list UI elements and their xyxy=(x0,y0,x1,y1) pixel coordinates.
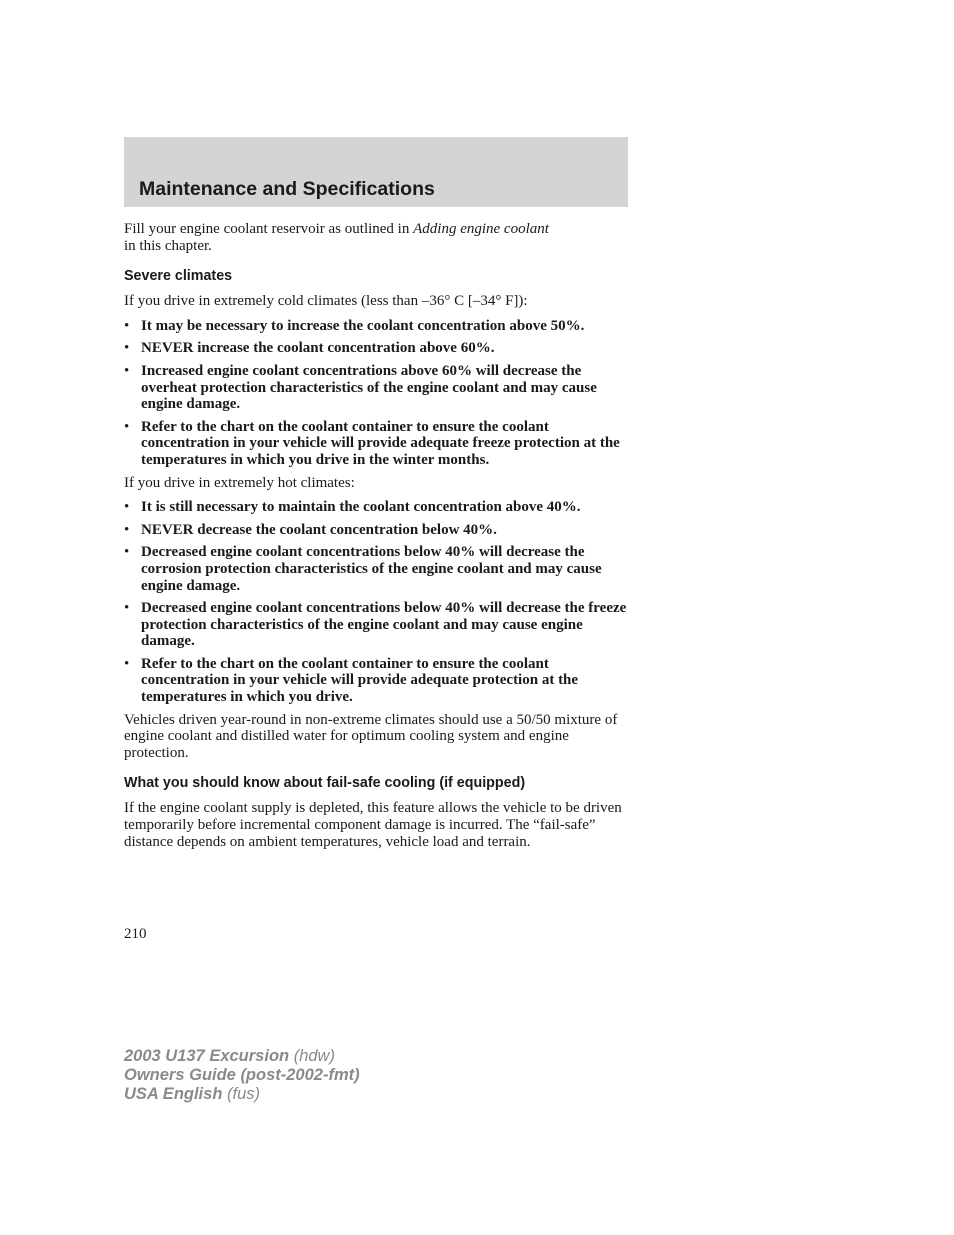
page-number: 210 xyxy=(124,926,147,942)
hot-climate-list xyxy=(124,499,634,706)
list-item xyxy=(124,340,634,357)
intro-reference: Adding engine coolant xyxy=(413,221,549,237)
list-item-text: NEVER increase the coolant concentration above 60%. xyxy=(141,340,495,357)
page-content xyxy=(124,221,634,850)
list-item-text: Refer to the chart on the coolant container to ensure the coolant concentration in your vehicle will provide adequate freeze protection at the temperatures in which you drive in the winter months. xyxy=(141,418,620,468)
footer-line-1 xyxy=(124,1047,360,1066)
list-item-text: NEVER decrease the coolant concentration below 40%. xyxy=(141,521,497,538)
footer-language-code: (fus) xyxy=(227,1085,260,1103)
list-item-text: It is still necessary to maintain the coolant concentration above 40%. xyxy=(141,499,581,516)
list-item-text: Increased engine coolant concentrations above 60% will decrease the overheat protection characteristics of the engine coolant and may cause engine damage. xyxy=(141,362,597,413)
fail-safe-heading: What you should know about fail-safe cooling (if equipped) xyxy=(124,775,526,792)
hot-climate-lead: If you drive in extremely hot climates: xyxy=(124,474,355,491)
closing-paragraph: Vehicles driven year-round in non-extreme climates should use a 50/50 mixture of engine coolant and distilled water for optimum cooling system and engine protection. xyxy=(124,711,618,761)
footer-language: USA English xyxy=(124,1085,223,1103)
list-item xyxy=(124,419,634,469)
list-item-text: Decreased engine coolant concentrations below 40% will decrease the freeze protection characteristics of the engine coolant and may cause engine damage. xyxy=(141,600,627,650)
severe-climates-heading: Severe climates xyxy=(124,268,233,285)
list-item-text: Refer to the chart on the coolant container to ensure the coolant concentration in your vehicle will provide adequate protection at the temperatures in which you drive. xyxy=(141,655,579,706)
list-item xyxy=(124,600,634,650)
cold-climate-list xyxy=(124,318,634,469)
intro-text-end: in this chapter. xyxy=(124,237,212,254)
footer-guide: Owners Guide (post-2002-fmt) xyxy=(124,1066,360,1084)
footer-line-2 xyxy=(124,1066,360,1085)
section-title: Maintenance and Specifications xyxy=(139,178,435,200)
footer-vehicle: 2003 U137 Excursion xyxy=(124,1047,290,1065)
intro-paragraph xyxy=(124,221,634,254)
list-item xyxy=(124,656,634,706)
cold-climate-lead: If you drive in extremely cold climates (less than –36° C [–34° F]): xyxy=(124,293,528,310)
list-item xyxy=(124,544,634,594)
intro-text: Fill your engine coolant reservoir as outlined in xyxy=(124,221,414,237)
document-footer xyxy=(124,1047,360,1104)
bullet-icon: • xyxy=(124,499,130,516)
bullet-icon: • xyxy=(124,655,130,672)
list-item xyxy=(124,499,634,516)
bullet-icon: • xyxy=(124,362,130,379)
bullet-icon: • xyxy=(124,544,130,561)
bullet-icon: • xyxy=(124,521,130,538)
list-item xyxy=(124,363,634,413)
list-item xyxy=(124,522,634,539)
footer-vehicle-code: (hdw) xyxy=(293,1047,335,1065)
bullet-icon: • xyxy=(124,418,130,435)
list-item-text: Decreased engine coolant concentrations below 40% will decrease the corrosion protection characteristics of the engine coolant and may cause engine damage. xyxy=(141,544,602,594)
list-item xyxy=(124,318,634,335)
bullet-icon: • xyxy=(124,340,130,357)
section-header-band xyxy=(124,137,628,207)
fail-safe-paragraph: If the engine coolant supply is depleted, this feature allows the vehicle to be driven temporarily before incremental component damage is incurred. The “fail-safe” distance depends on ambient temperatures, vehicle load and terrain. xyxy=(124,800,622,850)
bullet-icon: • xyxy=(124,600,130,617)
list-item-text: It may be necessary to increase the coolant concentration above 50%. xyxy=(141,317,585,334)
bullet-icon: • xyxy=(124,317,130,334)
footer-line-3 xyxy=(124,1085,360,1104)
